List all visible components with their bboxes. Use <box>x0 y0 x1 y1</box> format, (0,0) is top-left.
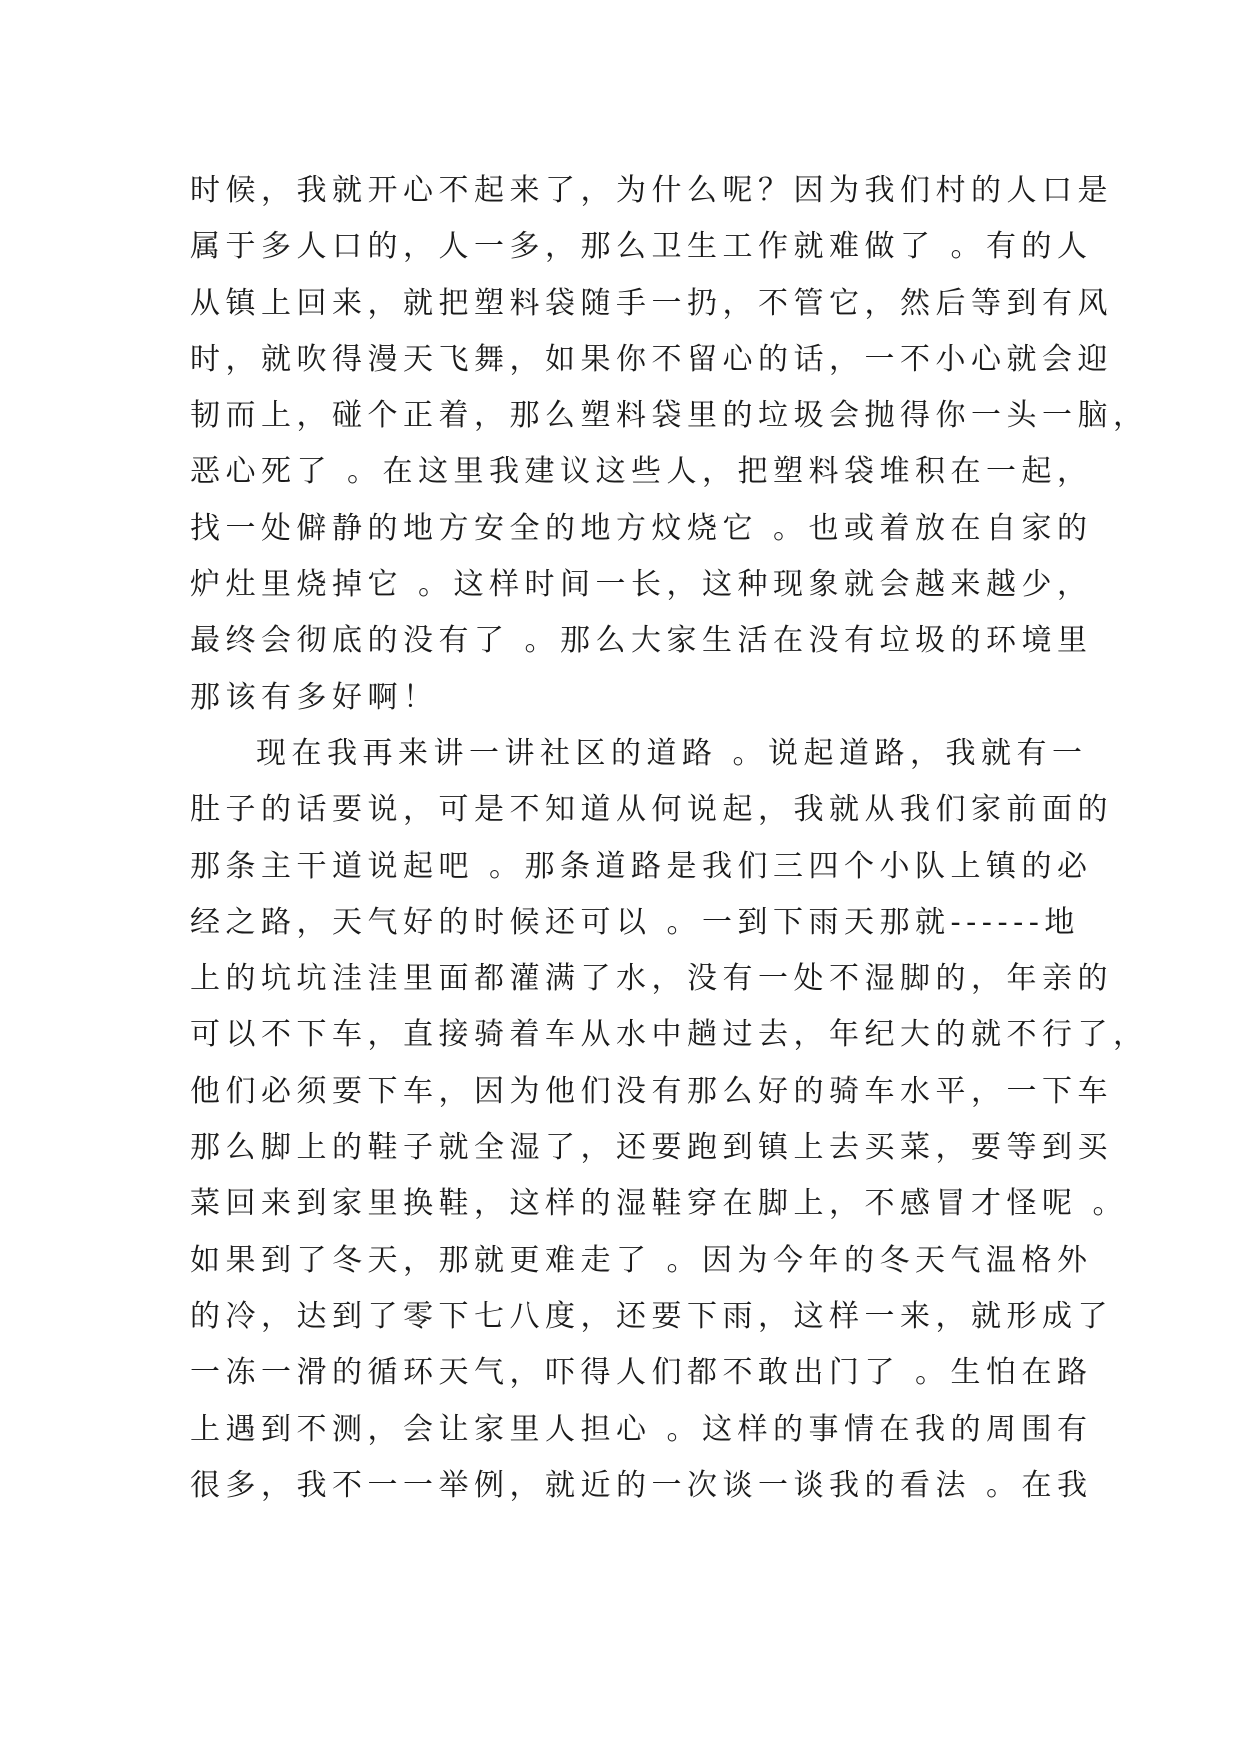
text-line: 肚子的话要说，可是不知道从何说起，我就从我们家前面的 <box>190 792 1113 828</box>
text-line: 属于多人口的，人一多，那么卫生工作就难做了 。有的人 <box>190 229 1093 265</box>
body-text <box>190 163 1149 1514</box>
text-line: 时候，我就开心不起来了，为什么呢？因为我们村的人口是 <box>190 173 1113 208</box>
text-line: 他们必须要下车，因为他们没有那么好的骑车水平，一下车 <box>190 1073 1113 1109</box>
text-line: 经之路，天气好的时候还可以 。一到下雨天那就------地 <box>190 904 1080 940</box>
text-line: 恶心死了 。在这里我建议这些人，把塑料袋堆积在一起， <box>190 454 1093 490</box>
text-line: 那么脚上的鞋子就全湿了，还要跑到镇上去买菜，要等到买 <box>190 1130 1113 1166</box>
text-line: 菜回来到家里换鞋，这样的湿鞋穿在脚上，不感冒才怪呢 。 <box>190 1186 1129 1222</box>
paragraph-start-line: 现在我再来讲一讲社区的道路 。说起道路，我就有一 <box>256 735 1088 771</box>
text-line: 一冻一滑的循环天气，吓得人们都不敢出门了 。生怕在路 <box>190 1355 1093 1391</box>
text-line: 从镇上回来，就把塑料袋随手一扔，不管它，然后等到有风 <box>190 285 1113 321</box>
text-line: 找一处僻静的地方安全的地方炆烧它 。也或着放在自家的 <box>190 510 1093 546</box>
text-line: 的冷，达到了零下七八度，还要下雨，这样一来，就形成了 <box>190 1298 1113 1334</box>
text-line: 那条主干道说起吧 。那条道路是我们三四个小队上镇的必 <box>190 848 1093 884</box>
text-line: 上遇到不测，会让家里人担心 。这样的事情在我的周围有 <box>190 1411 1093 1447</box>
text-line: 可以不下车，直接骑着车从水中趟过去，年纪大的就不行了， <box>190 1017 1149 1053</box>
text-line: 如果到了冬天，那就更难走了 。因为今年的冬天气温格外 <box>190 1242 1093 1278</box>
text-line: 时，就吹得漫天飞舞，如果你不留心的话，一不小心就会迎 <box>190 341 1113 377</box>
text-line: 最终会彻底的没有了 。那么大家生活在没有垃圾的环境里 <box>190 623 1093 659</box>
text-line: 炉灶里烧掉它 。这样时间一长，这种现象就会越来越少， <box>190 567 1093 603</box>
text-line: 韧而上，碰个正着，那么塑料袋里的垃圾会抛得你一头一脑， <box>190 398 1149 434</box>
text-line: 上的坑坑洼洼里面都灌满了水，没有一处不湿脚的，年亲的 <box>190 961 1113 997</box>
text-line: 很多，我不一一举例，就近的一次谈一谈我的看法 。在我 <box>190 1467 1093 1503</box>
text-line: 那该有多好啊！ <box>190 679 439 715</box>
